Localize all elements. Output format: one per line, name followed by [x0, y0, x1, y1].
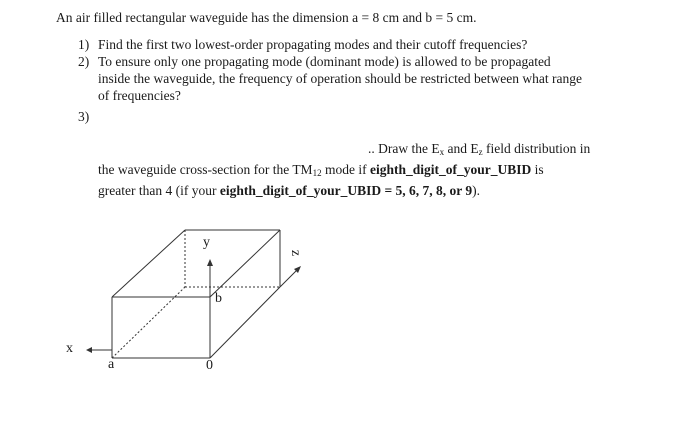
q3-line2-c: is [531, 162, 544, 177]
z-axis-label: z [288, 249, 304, 257]
q3-tm-subscript: 12 [312, 168, 322, 178]
question-3-line-1 [98, 140, 618, 161]
q3-line2-a: the waveguide cross-section for the TM [98, 162, 313, 177]
q3-line3-c: ). [472, 183, 481, 198]
question-2-line-2: inside the waveguide, the frequency of operation should be restricted between what range [98, 71, 582, 86]
question-1 [78, 36, 618, 54]
q3-line3-a: greater than 4 (if your [98, 183, 220, 198]
question-2-line-3: of frequencies? [98, 88, 181, 103]
q3-line1-suffix: field distribution in [482, 141, 591, 156]
waveguide-diagram [60, 225, 340, 385]
problem-intro: An air filled rectangular waveguide has the dimension a = 8 cm and b = 5 cm. [56, 10, 477, 25]
a-dimension-label: a [108, 357, 115, 372]
q3-line1-prefix: .. Draw the E [368, 141, 440, 156]
q3-line1-mid: and E [444, 141, 479, 156]
question-2-line-1: To ensure only one propagating mode (dominant mode) is allowed to be propagated [98, 54, 551, 69]
question-2-number: 2) [78, 54, 90, 69]
q3-ez-subscript: z [478, 147, 483, 157]
question-2-text [98, 53, 608, 104]
y-axis-arrowhead [207, 259, 213, 266]
q3-line2-b: mode if [321, 162, 370, 177]
top-left-connector [112, 230, 185, 297]
z-axis-line [280, 269, 298, 287]
b-dimension-label: b [215, 291, 222, 306]
q3-ubid-bold-2: eighth_digit_of_your_UBID = 5, 6, 7, 8, or 9 [219, 183, 473, 198]
question-1-text: Find the first two lowest-order propagating modes and their cutoff frequencies? [98, 37, 528, 52]
question-3-number: 3) [78, 109, 90, 124]
origin-label: 0 [206, 358, 213, 373]
x-axis-arrowhead [86, 347, 92, 353]
y-axis-label: y [203, 235, 210, 250]
question-3-line-3 [98, 182, 618, 199]
q3-ex-subscript: x [439, 147, 445, 157]
bottom-left-connector [112, 287, 185, 358]
question-2 [78, 53, 618, 105]
question-3-line-2 [98, 161, 618, 182]
question-3 [78, 108, 118, 126]
q3-ubid-bold-1: eighth_digit_of_your_UBID [369, 162, 532, 177]
x-axis-label: x [66, 341, 73, 356]
question-1-number: 1) [78, 37, 90, 52]
question-3-text [98, 140, 618, 199]
